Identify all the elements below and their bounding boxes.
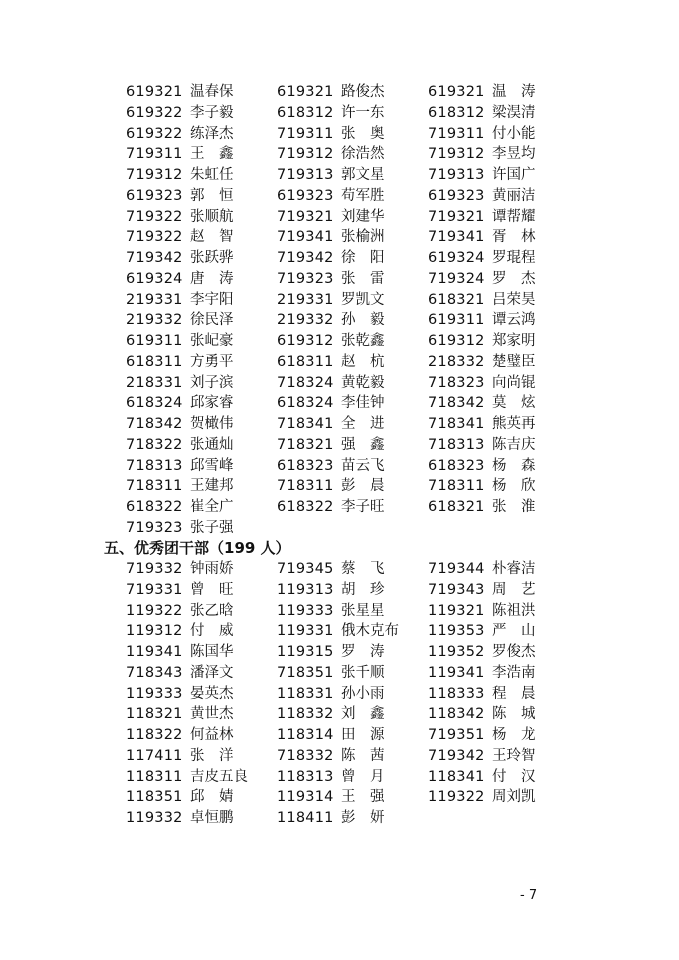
class-code: 718324	[277, 374, 334, 391]
list-row	[0, 559, 679, 580]
class-code: 118341	[428, 768, 485, 785]
class-code: 719331	[126, 581, 183, 598]
person-name: 王 鑫	[190, 146, 234, 163]
person-name: 熊英再	[492, 416, 536, 432]
class-code: 119341	[428, 664, 485, 681]
class-code: 719342	[277, 250, 334, 266]
class-code: 719323	[277, 270, 334, 287]
person-name: 晏英杰	[190, 685, 234, 702]
list-row	[0, 497, 679, 518]
class-code: 619322	[126, 104, 183, 121]
class-code: 118321	[126, 706, 183, 723]
class-code: 719312	[428, 146, 485, 163]
list-row	[0, 207, 679, 228]
class-code: 718323	[428, 374, 485, 391]
person-name: 吉皮五良	[190, 768, 248, 785]
person-name: 楚璧臣	[492, 353, 536, 370]
class-code: 117411	[126, 747, 183, 764]
person-name: 张乙晗	[190, 602, 234, 619]
list-row	[0, 601, 679, 622]
class-code: 718311	[277, 478, 334, 495]
person-name: 付 威	[190, 623, 234, 640]
class-code: 118314	[277, 727, 334, 743]
person-name: 赵 智	[190, 229, 234, 246]
class-code: 219332	[126, 312, 183, 329]
person-name: 邱家睿	[190, 395, 234, 412]
person-name: 杨 森	[492, 457, 536, 474]
person-name: 郑家明	[492, 333, 536, 349]
list-row	[0, 642, 679, 663]
class-code: 619312	[277, 333, 334, 349]
person-name: 李昱均	[492, 146, 536, 163]
class-code: 719313	[277, 167, 334, 183]
list-row	[0, 144, 679, 165]
class-code: 118333	[428, 685, 485, 702]
class-code: 119331	[277, 623, 334, 640]
class-code: 619311	[428, 312, 485, 329]
list-row	[0, 476, 679, 497]
class-code: 618323	[428, 457, 485, 474]
class-code: 718321	[277, 436, 334, 453]
person-name: 苟军胜	[341, 187, 385, 204]
person-name: 莫 炫	[492, 395, 536, 412]
person-name: 张榆洲	[341, 229, 385, 246]
class-code: 118322	[126, 727, 183, 743]
person-name: 付 汉	[492, 768, 536, 785]
person-name: 郭 恒	[190, 187, 234, 204]
person-name: 杨 龙	[492, 727, 536, 743]
list-row	[0, 393, 679, 414]
section-heading: 五、优秀团干部（199 人）	[104, 539, 291, 557]
person-name: 黄世杰	[190, 706, 234, 723]
list-row	[0, 352, 679, 373]
person-name: 程 晨	[492, 685, 536, 702]
person-name: 潘泽文	[190, 664, 234, 681]
person-name: 罗 涛	[341, 644, 385, 660]
class-code: 119322	[126, 602, 183, 619]
list-row	[0, 808, 679, 829]
class-code: 718341	[428, 416, 485, 432]
class-code: 118311	[126, 768, 183, 785]
list-row	[0, 663, 679, 684]
class-code: 719351	[428, 727, 485, 743]
person-name: 罗 杰	[492, 270, 536, 287]
class-code: 119333	[126, 685, 183, 702]
class-code: 719322	[126, 208, 183, 225]
person-name: 苗云飞	[341, 457, 385, 474]
class-code: 619323	[428, 187, 485, 204]
page-number: - 7	[520, 888, 538, 903]
class-code: 119333	[277, 602, 334, 619]
person-name: 曾 月	[341, 768, 385, 785]
class-code: 218332	[428, 353, 485, 370]
class-code: 119332	[126, 810, 183, 826]
class-code: 219332	[277, 312, 334, 329]
person-name: 方勇平	[190, 353, 234, 370]
class-code: 719344	[428, 561, 485, 577]
person-name: 邱雪峰	[190, 457, 234, 474]
person-name: 罗琨程	[492, 250, 536, 266]
list-row	[0, 331, 679, 352]
class-code: 618311	[126, 353, 183, 370]
class-code: 118313	[277, 768, 334, 785]
class-code: 119315	[277, 644, 334, 660]
person-name: 李子毅	[190, 104, 234, 121]
person-name: 路俊杰	[341, 84, 385, 100]
person-name: 唐 涛	[190, 270, 234, 287]
class-code: 119313	[277, 581, 334, 598]
list-row	[0, 787, 679, 808]
person-name: 温 涛	[492, 84, 536, 100]
class-code: 619321	[277, 84, 334, 100]
list-row	[0, 456, 679, 477]
class-code: 619322	[126, 125, 183, 142]
class-code: 719322	[126, 229, 183, 246]
person-name: 孙 毅	[341, 312, 385, 329]
person-name: 胡 珍	[341, 581, 385, 598]
class-code: 718341	[277, 416, 334, 432]
class-code: 118351	[126, 789, 183, 806]
person-name: 全 进	[341, 416, 385, 432]
list-row	[0, 269, 679, 290]
person-name: 王 强	[341, 789, 385, 806]
class-code: 618311	[277, 353, 334, 370]
person-name: 付小能	[492, 125, 536, 142]
person-name: 俄木克布	[341, 623, 399, 640]
class-code: 119321	[428, 602, 485, 619]
person-name: 朴睿洁	[492, 561, 536, 577]
person-name: 张屺豪	[190, 333, 234, 349]
class-code: 119314	[277, 789, 334, 806]
person-name: 邱 婧	[190, 789, 234, 806]
list-row	[0, 310, 679, 331]
list-row	[0, 518, 679, 539]
class-code: 118331	[277, 685, 334, 702]
person-name: 张 淮	[492, 499, 536, 515]
class-code: 618323	[277, 457, 334, 474]
person-name: 黄丽洁	[492, 187, 536, 204]
class-code: 118342	[428, 706, 485, 723]
person-name: 强 鑫	[341, 436, 385, 453]
person-name: 徐民泽	[190, 312, 234, 329]
class-code: 718311	[126, 478, 183, 495]
class-code: 718332	[277, 747, 334, 764]
person-name: 温春保	[190, 84, 234, 100]
class-code: 118411	[277, 810, 334, 826]
person-name: 陈吉庆	[492, 436, 536, 453]
list-row	[0, 373, 679, 394]
class-code: 719332	[126, 561, 183, 577]
class-code: 118332	[277, 706, 334, 723]
class-code: 119341	[126, 644, 183, 660]
person-name: 胥 林	[492, 229, 536, 246]
person-name: 钟雨娇	[190, 561, 234, 577]
class-code: 719312	[277, 146, 334, 163]
person-name: 彭 妍	[341, 810, 385, 826]
class-code: 219331	[277, 291, 334, 308]
person-name: 罗凯文	[341, 291, 385, 308]
class-code: 719313	[428, 167, 485, 183]
class-code: 718313	[428, 436, 485, 453]
person-name: 陈国华	[190, 644, 234, 660]
person-name: 张通灿	[190, 436, 234, 453]
class-code: 618321	[428, 499, 485, 515]
class-code: 718343	[126, 664, 183, 681]
person-name: 孙小雨	[341, 685, 385, 702]
class-code: 719311	[428, 125, 485, 142]
class-code: 718313	[126, 457, 183, 474]
person-name: 卓恒鹏	[190, 810, 234, 826]
class-code: 619321	[126, 84, 183, 100]
class-code: 619324	[428, 250, 485, 266]
list-row	[0, 82, 679, 103]
person-name: 练泽杰	[190, 125, 234, 142]
person-name: 梁淏清	[492, 104, 536, 121]
person-name: 郭文星	[341, 167, 385, 183]
person-name: 谭云鸿	[492, 312, 536, 329]
class-code: 719342	[428, 747, 485, 764]
list-row	[0, 103, 679, 124]
class-code: 719323	[126, 519, 183, 536]
person-name: 李浩南	[492, 664, 536, 681]
class-code: 719324	[428, 270, 485, 287]
class-code: 618322	[126, 499, 183, 515]
class-code: 218331	[126, 374, 183, 391]
person-name: 吕荣昊	[492, 291, 536, 308]
person-name: 张子强	[190, 519, 234, 536]
list-row	[0, 186, 679, 207]
list-row	[0, 248, 679, 269]
class-code: 719321	[428, 208, 485, 225]
class-code: 719343	[428, 581, 485, 598]
class-code: 718342	[126, 416, 183, 432]
person-name: 张 奥	[341, 125, 385, 142]
class-code: 619321	[428, 84, 485, 100]
class-code: 719312	[126, 167, 183, 183]
class-code: 619311	[126, 333, 183, 349]
person-name: 徐浩然	[341, 146, 385, 163]
class-code: 719345	[277, 561, 334, 577]
class-code: 719342	[126, 250, 183, 266]
person-name: 许国广	[492, 167, 536, 183]
list-row	[0, 767, 679, 788]
list-row	[0, 704, 679, 725]
class-code: 619324	[126, 270, 183, 287]
person-name: 崔全广	[190, 499, 234, 515]
class-code: 719341	[277, 229, 334, 246]
person-name: 贺橄伟	[190, 416, 234, 432]
person-name: 赵 杭	[341, 353, 385, 370]
class-code: 719341	[428, 229, 485, 246]
person-name: 朱虹任	[190, 167, 234, 183]
list-row	[0, 165, 679, 186]
person-name: 罗俊杰	[492, 644, 536, 660]
list-row	[0, 725, 679, 746]
list-row	[0, 290, 679, 311]
class-code: 719311	[126, 146, 183, 163]
class-code: 618312	[277, 104, 334, 121]
person-name: 王玲智	[492, 747, 536, 764]
class-code: 618324	[126, 395, 183, 412]
person-name: 张跃骅	[190, 250, 234, 266]
list-row	[0, 414, 679, 435]
person-name: 陈祖洪	[492, 602, 536, 619]
list-row	[0, 124, 679, 145]
person-name: 陈 茜	[341, 747, 385, 764]
person-name: 刘 鑫	[341, 706, 385, 723]
list-row	[0, 580, 679, 601]
person-name: 周刘凯	[492, 789, 536, 806]
person-name: 陈 城	[492, 706, 536, 723]
list-row	[0, 621, 679, 642]
person-name: 杨 欣	[492, 478, 536, 495]
person-name: 许一东	[341, 104, 385, 121]
person-name: 张星星	[341, 602, 385, 619]
person-name: 曾 旺	[190, 581, 234, 598]
class-code: 619312	[428, 333, 485, 349]
list-row	[0, 684, 679, 705]
class-code: 119353	[428, 623, 485, 640]
person-name: 张 洋	[190, 747, 234, 764]
person-name: 李子旺	[341, 499, 385, 515]
person-name: 周 艺	[492, 581, 536, 598]
class-code: 719311	[277, 125, 334, 142]
class-code: 718342	[428, 395, 485, 412]
class-code: 119312	[126, 623, 183, 640]
person-name: 徐 阳	[341, 250, 385, 266]
class-code: 718351	[277, 664, 334, 681]
person-name: 蔡 飞	[341, 561, 385, 577]
list-row	[0, 746, 679, 767]
list-row	[0, 435, 679, 456]
person-name: 刘子滨	[190, 374, 234, 391]
person-name: 张顺航	[190, 208, 234, 225]
person-name: 田 源	[341, 727, 385, 743]
class-code: 719321	[277, 208, 334, 225]
class-code: 618322	[277, 499, 334, 515]
class-code: 618312	[428, 104, 485, 121]
class-code: 718311	[428, 478, 485, 495]
person-name: 何益林	[190, 727, 234, 743]
person-name: 严 山	[492, 623, 536, 640]
class-code: 618324	[277, 395, 334, 412]
class-code: 618321	[428, 291, 485, 308]
class-code: 619323	[126, 187, 183, 204]
person-name: 李佳钟	[341, 395, 385, 412]
person-name: 向尚锟	[492, 374, 536, 391]
person-name: 王建邦	[190, 478, 234, 495]
class-code: 219331	[126, 291, 183, 308]
class-code: 119352	[428, 644, 485, 660]
person-name: 张 雷	[341, 270, 385, 287]
class-code: 119322	[428, 789, 485, 806]
person-name: 刘建华	[341, 208, 385, 225]
class-code: 619323	[277, 187, 334, 204]
person-name: 张乾鑫	[341, 333, 385, 349]
class-code: 718322	[126, 436, 183, 453]
list-row	[0, 227, 679, 248]
person-name: 张千顺	[341, 664, 385, 681]
person-name: 李宇阳	[190, 291, 234, 308]
person-name: 黄乾毅	[341, 374, 385, 391]
person-name: 彭 晨	[341, 478, 385, 495]
person-name: 谭帮耀	[492, 208, 536, 225]
